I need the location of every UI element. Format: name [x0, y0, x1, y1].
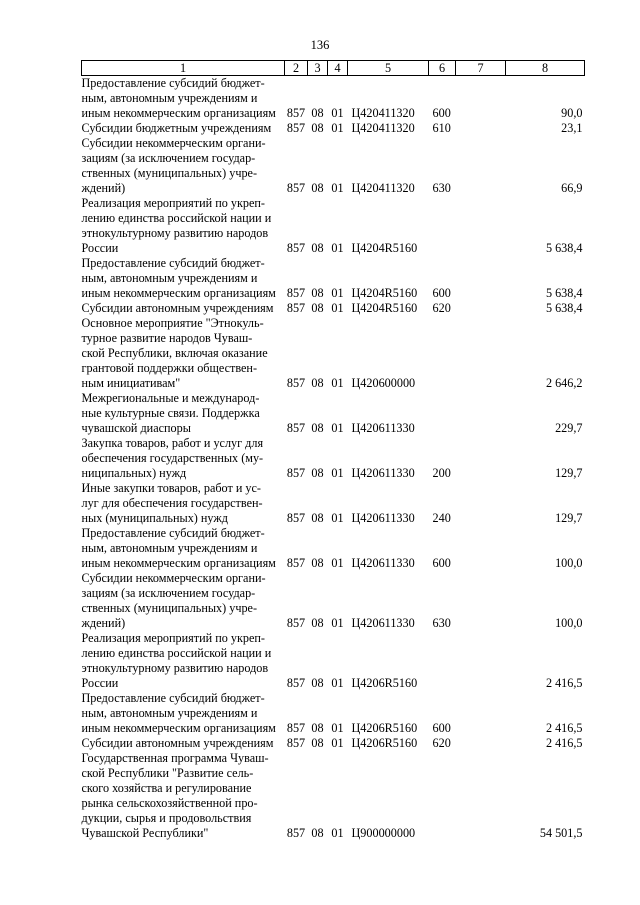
- row-name-line: иным некоммерческим организациям: [81, 286, 276, 300]
- row-expense-type: 620: [432, 736, 451, 750]
- table-row: [82, 481, 585, 526]
- row-name-line: ждений): [81, 181, 126, 195]
- row-name-line: Иные закупки товаров, работ и ус-: [81, 481, 261, 495]
- table-row: [82, 136, 585, 196]
- header-col-8: 8: [506, 61, 585, 76]
- table-row: [82, 631, 585, 691]
- row-target-article: Ц420600000: [351, 376, 416, 390]
- table-row: [82, 526, 585, 571]
- row-expense-type: [429, 196, 456, 256]
- row-name-line: иным некоммерческим организациям: [81, 556, 276, 570]
- row-subsection-code: 01: [331, 286, 344, 300]
- row-section-code: 08: [311, 421, 324, 435]
- row-amount: 100,0: [555, 556, 583, 570]
- row-subsection-code: 01: [331, 616, 344, 630]
- header-col-7: 7: [456, 61, 506, 76]
- row-name-line: Предоставление субсидий бюджет-: [81, 526, 265, 540]
- table-row: [82, 751, 585, 841]
- row-expense-type: 630: [432, 616, 451, 630]
- row-target-article: Ц420411320: [351, 121, 415, 135]
- row-target-article: Ц420611330: [351, 556, 415, 570]
- row-name-line: Межрегиональные и международ-: [81, 391, 260, 405]
- row-expense-type: 610: [432, 121, 451, 135]
- table-row: [82, 316, 585, 391]
- row-name: [82, 256, 285, 301]
- row-name-line: чувашской диаспоры: [81, 421, 191, 435]
- row-expense-type: 620: [432, 301, 451, 315]
- row-name: [82, 436, 285, 481]
- row-col-7: [456, 631, 506, 691]
- header-col-1: 1: [82, 61, 285, 76]
- row-col-7: [456, 571, 506, 631]
- row-target-article: Ц4204R5160: [351, 301, 418, 315]
- row-ministry-code: 857: [286, 241, 306, 255]
- row-col-7: [456, 76, 506, 122]
- row-subsection-code: 01: [331, 736, 344, 750]
- row-name-line: ные культурные связи. Поддержка: [81, 406, 260, 420]
- row-name-line: Реализация мероприятий по укреп-: [81, 631, 265, 645]
- row-col-7: [456, 751, 506, 841]
- row-amount: 54 501,5: [539, 826, 583, 840]
- row-expense-type: 600: [432, 721, 451, 735]
- row-name: [82, 526, 285, 571]
- row-name-line: ных (муниципальных) нужд: [81, 511, 228, 525]
- row-name-line: обеспечения государственных (му-: [81, 451, 264, 465]
- header-col-5: 5: [348, 61, 429, 76]
- row-ministry-code: 857: [286, 721, 306, 735]
- row-section-code: 08: [311, 556, 324, 570]
- row-section-code: 08: [311, 301, 324, 315]
- row-name-line: ской Республики, включая оказание: [81, 346, 268, 360]
- row-name: [82, 121, 285, 136]
- row-target-article: Ц4204R5160: [351, 241, 418, 255]
- row-subsection-code: 01: [331, 376, 344, 390]
- row-name-line: Субсидии автономным учреждениям: [81, 736, 274, 750]
- header-col-2: 2: [285, 61, 308, 76]
- row-name-line: иным некоммерческим организациям: [81, 106, 276, 120]
- row-name-line: России: [81, 676, 119, 690]
- row-col-7: [456, 691, 506, 736]
- row-name-line: ным инициативам": [81, 376, 181, 390]
- table-row: [82, 76, 585, 122]
- table-body: [82, 76, 585, 842]
- row-amount: 23,1: [561, 121, 583, 135]
- row-target-article: Ц420611330: [351, 466, 415, 480]
- row-name-line: этнокультурному развитию народов: [81, 226, 269, 240]
- row-name-line: ным, автономным учреждениям и: [81, 706, 258, 720]
- row-amount: 129,7: [555, 466, 583, 480]
- table-row: [82, 391, 585, 436]
- table-row: [82, 121, 585, 136]
- row-ministry-code: 857: [286, 376, 306, 390]
- row-name-line: Предоставление субсидий бюджет-: [81, 256, 265, 270]
- row-target-article: Ц4204R5160: [351, 286, 418, 300]
- row-ministry-code: 857: [286, 121, 306, 135]
- row-ministry-code: 857: [286, 286, 306, 300]
- row-name-line: иным некоммерческим организациям: [81, 721, 276, 735]
- row-name-line: зациям (за исключением государ-: [81, 586, 256, 600]
- row-name: [82, 571, 285, 631]
- row-name-line: лению единства российской нации и: [81, 211, 272, 225]
- row-col-7: [456, 526, 506, 571]
- row-name-line: Государственная программа Чуваш-: [81, 751, 269, 765]
- row-expense-type: 630: [432, 181, 451, 195]
- row-section-code: 08: [311, 616, 324, 630]
- row-section-code: 08: [311, 736, 324, 750]
- row-name-line: турное развитие народов Чуваш-: [81, 331, 253, 345]
- row-subsection-code: 01: [331, 676, 344, 690]
- row-expense-type: 240: [432, 511, 451, 525]
- row-name-line: Субсидии некоммерческим органи-: [81, 571, 266, 585]
- row-col-7: [456, 391, 506, 436]
- row-section-code: 08: [311, 511, 324, 525]
- table-row: [82, 571, 585, 631]
- row-subsection-code: 01: [331, 826, 344, 840]
- row-subsection-code: 01: [331, 721, 344, 735]
- row-name: [82, 301, 285, 316]
- row-name-line: ниципальных) нужд: [81, 466, 187, 480]
- row-ministry-code: 857: [286, 181, 306, 195]
- row-col-7: [456, 136, 506, 196]
- row-name: [82, 481, 285, 526]
- row-col-7: [456, 316, 506, 391]
- row-ministry-code: 857: [286, 616, 306, 630]
- row-col-7: [456, 436, 506, 481]
- table-header: [82, 61, 585, 76]
- row-col-7: [456, 481, 506, 526]
- row-target-article: Ц420411320: [351, 106, 415, 120]
- header-col-3: 3: [308, 61, 328, 76]
- row-ministry-code: 857: [286, 466, 306, 480]
- row-subsection-code: 01: [331, 511, 344, 525]
- table-row: [82, 196, 585, 256]
- row-name-line: Субсидии некоммерческим органи-: [81, 136, 266, 150]
- row-subsection-code: 01: [331, 421, 344, 435]
- row-name-line: грантовой поддержки обществен-: [81, 361, 257, 375]
- row-name-line: ным, автономным учреждениям и: [81, 271, 258, 285]
- row-ministry-code: 857: [286, 421, 306, 435]
- row-section-code: 08: [311, 466, 324, 480]
- row-name-line: России: [81, 241, 119, 255]
- row-amount: 5 638,4: [545, 301, 583, 315]
- row-col-7: [456, 121, 506, 136]
- row-name-line: Субсидии бюджетным учреждениям: [81, 121, 272, 135]
- row-ministry-code: 857: [286, 676, 306, 690]
- row-ministry-code: 857: [286, 301, 306, 315]
- row-section-code: 08: [311, 106, 324, 120]
- header-col-4: 4: [328, 61, 348, 76]
- row-amount: 66,9: [561, 181, 583, 195]
- row-subsection-code: 01: [331, 241, 344, 255]
- row-section-code: 08: [311, 241, 324, 255]
- row-col-7: [456, 196, 506, 256]
- row-amount: 5 638,4: [545, 286, 583, 300]
- row-name-line: луг для обеспечения государствен-: [81, 496, 263, 510]
- row-name-line: Закупка товаров, работ и услуг для: [81, 436, 264, 450]
- row-name-line: рынка сельскохозяйственной про-: [81, 796, 258, 810]
- table-row: [82, 691, 585, 736]
- budget-table: [81, 60, 585, 841]
- row-name: [82, 736, 285, 751]
- row-target-article: Ц420611330: [351, 511, 415, 525]
- row-amount: 129,7: [555, 511, 583, 525]
- row-name-line: ственных (муниципальных) учре-: [81, 166, 258, 180]
- row-name: [82, 76, 285, 122]
- row-ministry-code: 857: [286, 826, 306, 840]
- row-name: [82, 391, 285, 436]
- row-name-line: ского хозяйства и регулирование: [81, 781, 252, 795]
- table-row: [82, 436, 585, 481]
- row-name-line: ственных (муниципальных) учре-: [81, 601, 258, 615]
- row-name-line: ным, автономным учреждениям и: [81, 91, 258, 105]
- row-amount: 2 416,5: [545, 736, 583, 750]
- row-expense-type: 200: [432, 466, 451, 480]
- row-subsection-code: 01: [331, 301, 344, 315]
- row-name-line: Предоставление субсидий бюджет-: [81, 691, 265, 705]
- table-row: [82, 736, 585, 751]
- row-target-article: Ц420611330: [351, 616, 415, 630]
- row-amount: 5 638,4: [545, 241, 583, 255]
- row-amount: 100,0: [555, 616, 583, 630]
- row-name-line: Предоставление субсидий бюджет-: [81, 76, 265, 90]
- table-row: [82, 301, 585, 316]
- row-name: [82, 196, 285, 256]
- table-row: [82, 256, 585, 301]
- row-col-7: [456, 736, 506, 751]
- row-col-7: [456, 301, 506, 316]
- row-section-code: 08: [311, 721, 324, 735]
- row-amount: 2 416,5: [545, 721, 583, 735]
- row-subsection-code: 01: [331, 556, 344, 570]
- row-ministry-code: 857: [286, 106, 306, 120]
- row-subsection-code: 01: [331, 106, 344, 120]
- row-ministry-code: 857: [286, 556, 306, 570]
- row-amount: 2 416,5: [545, 676, 583, 690]
- row-expense-type: 600: [432, 556, 451, 570]
- row-amount: 229,7: [555, 421, 583, 435]
- row-section-code: 08: [311, 676, 324, 690]
- row-ministry-code: 857: [286, 511, 306, 525]
- row-target-article: Ц900000000: [351, 826, 416, 840]
- row-name-line: Реализация мероприятий по укреп-: [81, 196, 265, 210]
- row-expense-type: [429, 316, 456, 391]
- page-number: 136: [310, 38, 330, 52]
- header-col-6: 6: [429, 61, 456, 76]
- row-name: [82, 136, 285, 196]
- row-section-code: 08: [311, 826, 324, 840]
- row-name-line: Субсидии автономным учреждениям: [81, 301, 274, 315]
- row-section-code: 08: [311, 376, 324, 390]
- row-name: [82, 631, 285, 691]
- row-expense-type: 600: [432, 106, 451, 120]
- row-ministry-code: 857: [286, 736, 306, 750]
- row-section-code: 08: [311, 286, 324, 300]
- row-name: [82, 691, 285, 736]
- row-name-line: ской Республики "Развитие сель-: [81, 766, 254, 780]
- row-target-article: Ц420411320: [351, 181, 415, 195]
- row-expense-type: 600: [432, 286, 451, 300]
- row-name-line: лению единства российской нации и: [81, 646, 272, 660]
- row-amount: 2 646,2: [545, 376, 583, 390]
- row-expense-type: [429, 751, 456, 841]
- row-name-line: дукции, сырья и продовольствия: [81, 811, 252, 825]
- row-subsection-code: 01: [331, 466, 344, 480]
- row-name: [82, 751, 285, 841]
- row-target-article: Ц420611330: [351, 421, 415, 435]
- row-name-line: Основное мероприятие "Этнокуль-: [81, 316, 264, 330]
- row-subsection-code: 01: [331, 121, 344, 135]
- row-section-code: 08: [311, 181, 324, 195]
- row-target-article: Ц4206R5160: [351, 721, 418, 735]
- row-name-line: Чувашской Республики": [81, 826, 209, 840]
- row-expense-type: [429, 391, 456, 436]
- row-name-line: зациям (за исключением государ-: [81, 151, 256, 165]
- row-amount: 90,0: [561, 106, 583, 120]
- row-name-line: ждений): [81, 616, 126, 630]
- row-subsection-code: 01: [331, 181, 344, 195]
- row-name-line: ным, автономным учреждениям и: [81, 541, 258, 555]
- row-name: [82, 316, 285, 391]
- row-expense-type: [429, 631, 456, 691]
- row-target-article: Ц4206R5160: [351, 676, 418, 690]
- row-col-7: [456, 256, 506, 301]
- row-section-code: 08: [311, 121, 324, 135]
- row-name-line: этнокультурному развитию народов: [81, 661, 269, 675]
- row-target-article: Ц4206R5160: [351, 736, 418, 750]
